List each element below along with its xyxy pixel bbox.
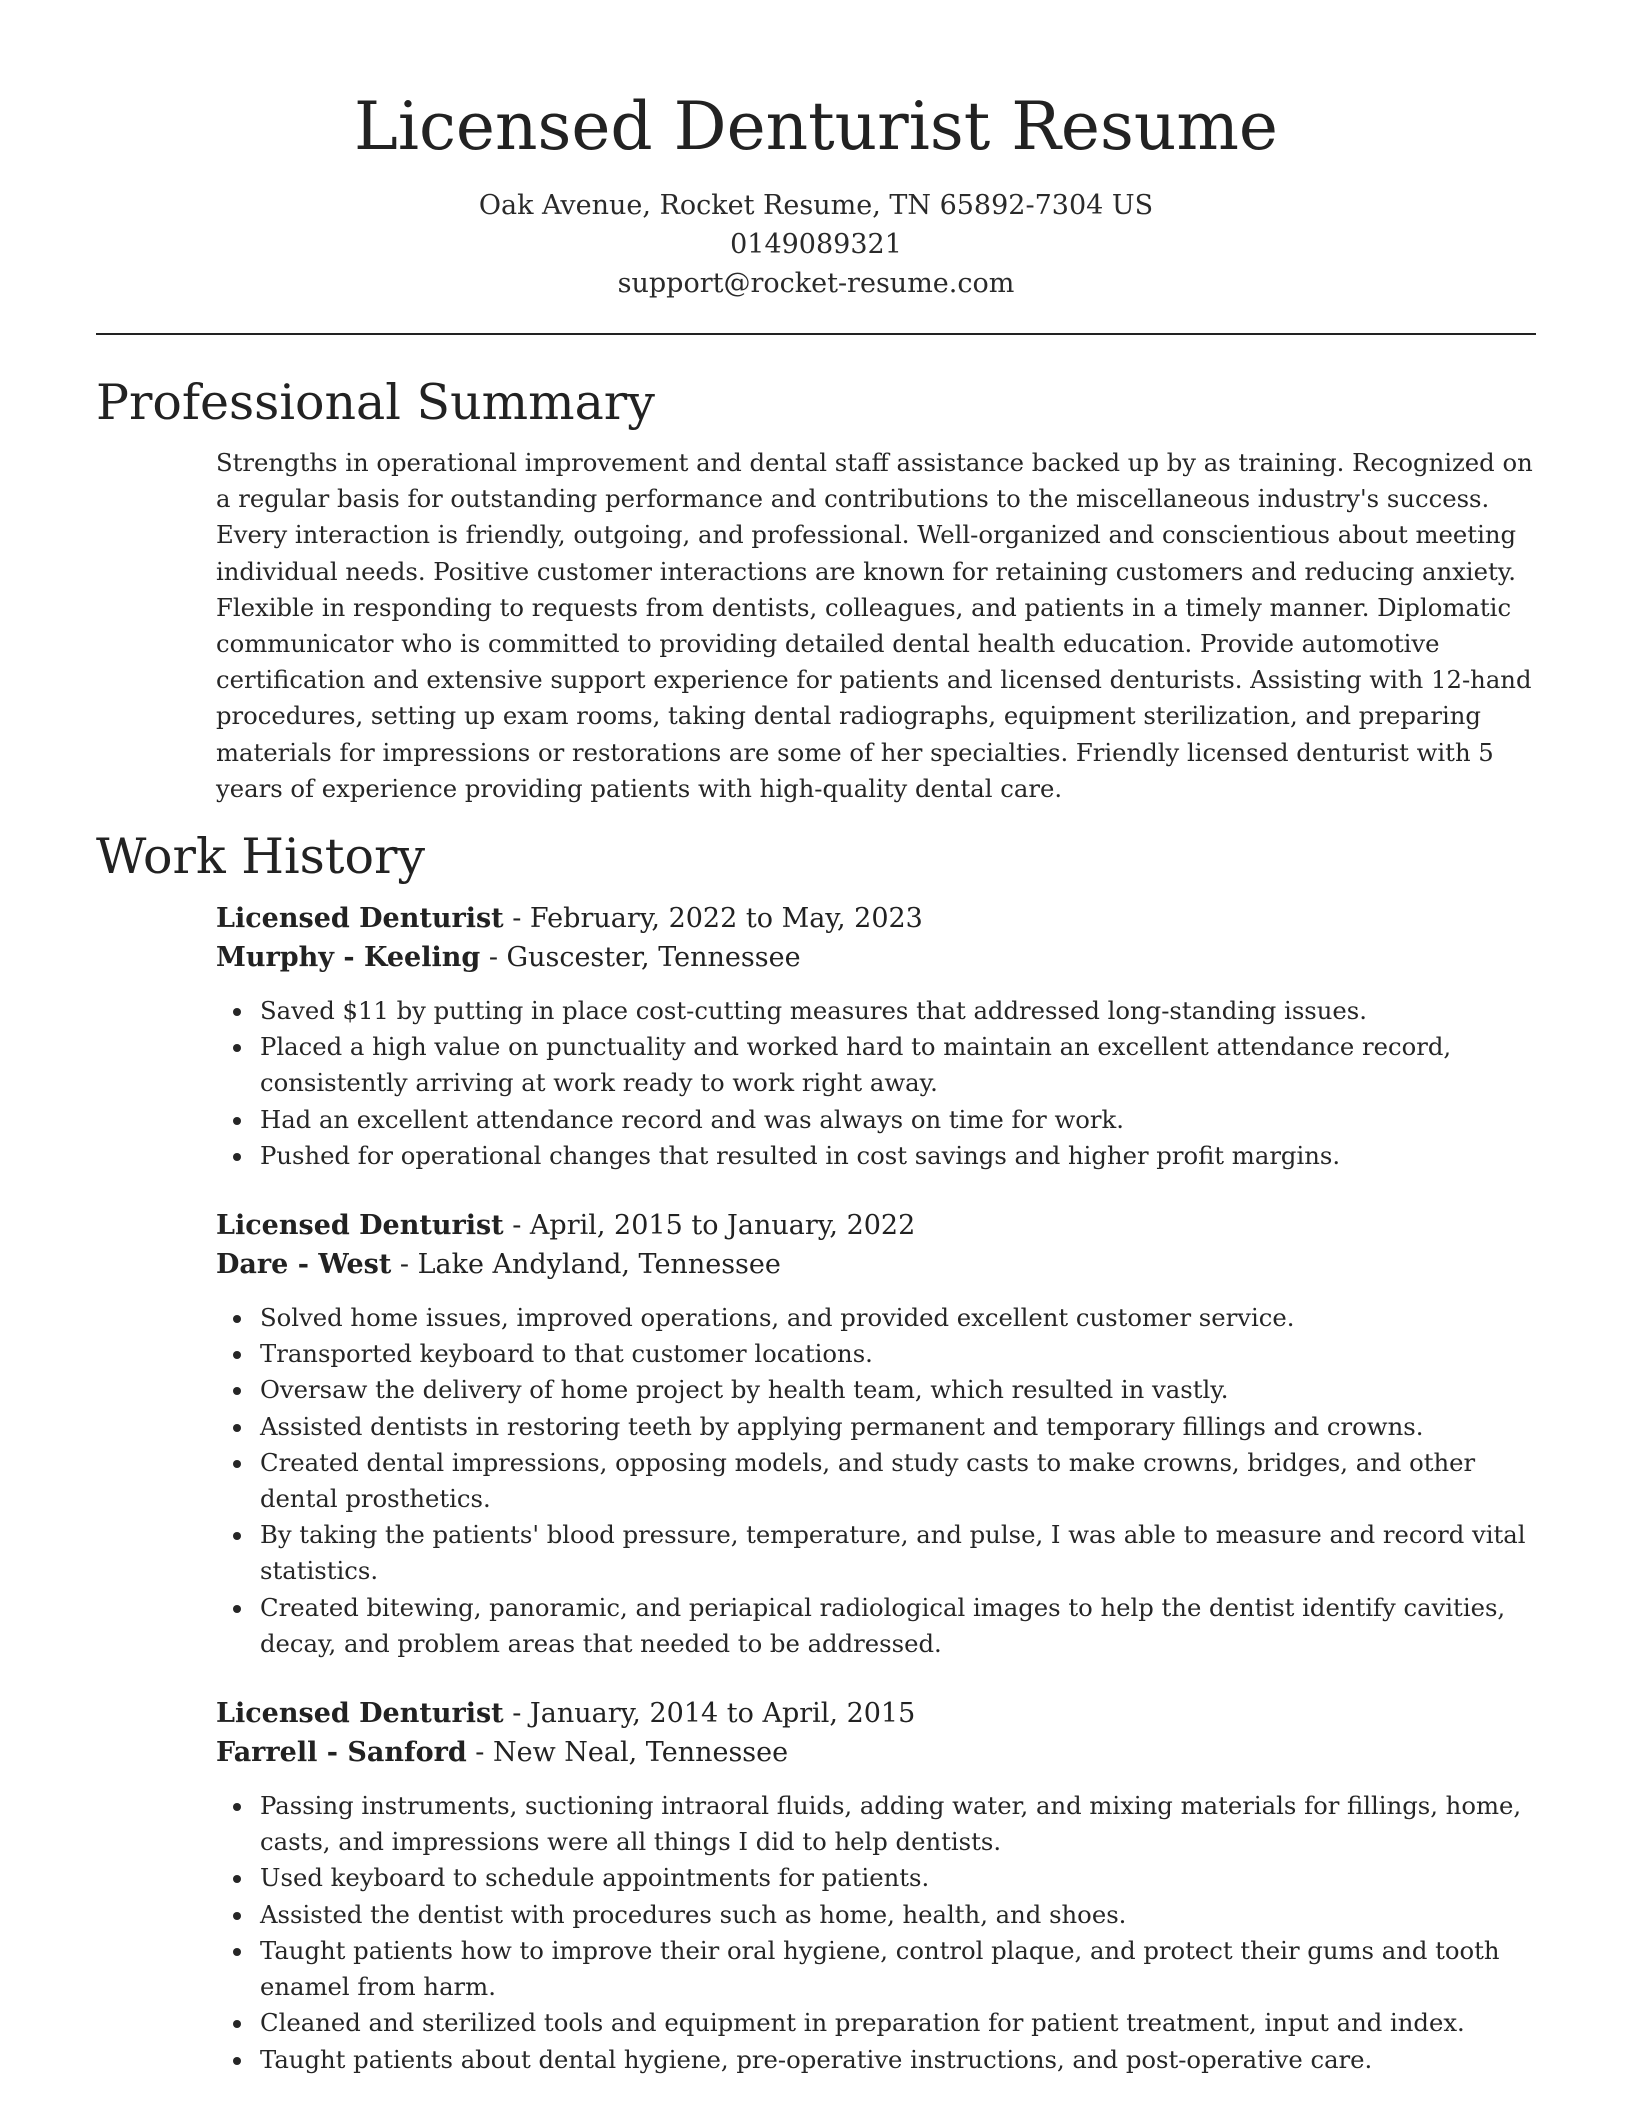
contact-block [96, 186, 1536, 303]
job-company-b: Keeling [363, 942, 481, 974]
contact-email: support@rocket-resume.com [617, 268, 1015, 299]
list-item: Saved $11 by putting in place cost-cutting measures that addressed long-standing issues. [260, 993, 1536, 1029]
list-item: Cleaned and sterilized tools and equipment in preparation for patient treatment, input and index. [260, 2005, 1536, 2041]
list-item: Passing instruments, suctioning intraoral fluids, adding water, and mixing materials for fillings, home, casts, and impressions were all things I did to help dentists. [260, 1788, 1536, 1860]
list-item: Taught patients about dental hygiene, pre-operative instructions, and post-operative care. [260, 2042, 1536, 2078]
list-item: Oversaw the delivery of home project by health team, which resulted in vastly. [260, 1372, 1536, 1408]
job-location: - Guscester, Tennessee [480, 942, 801, 974]
job-bullets [216, 993, 1536, 1174]
list-item: Solved home issues, improved operations, and provided excellent customer service. [260, 1300, 1536, 1336]
job-entry [216, 1694, 1536, 2078]
list-item: Used keyboard to schedule appointments for patients. [260, 1860, 1536, 1896]
resume-title: Licensed Denturist Resume [354, 88, 1278, 165]
list-item: Assisted dentists in restoring teeth by applying permanent and temporary fillings and crowns. [260, 1409, 1536, 1445]
list-item: Assisted the dentist with procedures such as home, health, and shoes. [260, 1897, 1536, 1933]
job-entry [216, 899, 1536, 1174]
job-title: Licensed Denturist [216, 1698, 504, 1730]
job-title: Licensed Denturist [216, 903, 504, 935]
list-item: Created bitewing, panoramic, and periapical radiological images to help the dentist identify cavities, decay, and problem areas that needed to be addressed. [260, 1590, 1536, 1662]
job-company-b: Sanford [347, 1737, 467, 1769]
job-title-line [216, 899, 1536, 938]
job-bullets [216, 1300, 1536, 1662]
job-dates: - January, 2014 to April, 2015 [503, 1698, 916, 1730]
header-divider [96, 333, 1536, 335]
job-bullets [216, 1788, 1536, 2078]
contact-phone: 0149089321 [730, 229, 902, 260]
list-item: Created dental impressions, opposing models, and study casts to make crowns, bridges, and other dental prosthetics. [260, 1445, 1536, 1517]
work-history-heading: Work History [96, 828, 426, 886]
summary-heading: Professional Summary [96, 374, 655, 431]
job-entry [216, 1206, 1536, 1662]
list-item: Transported keyboard to that customer locations. [260, 1336, 1536, 1372]
job-dates: - April, 2015 to January, 2022 [503, 1210, 916, 1242]
list-item: Pushed for operational changes that resulted in cost savings and higher profit margins. [260, 1138, 1536, 1174]
resume-page [96, 0, 1536, 2078]
job-location: - Lake Andyland, Tennessee [391, 1249, 781, 1281]
list-item: Taught patients how to improve their oral hygiene, control plaque, and protect their gums and tooth enamel from harm. [260, 1933, 1536, 2005]
job-company-b: West [318, 1249, 392, 1281]
job-title-line [216, 1694, 1536, 1733]
job-company-line: Dare - West - Lake Andyland, Tennessee [216, 1249, 781, 1281]
job-company-a: Murphy [216, 942, 334, 974]
list-item: Had an excellent attendance record and was always on time for work. [260, 1102, 1536, 1138]
job-title: Licensed Denturist [216, 1210, 504, 1242]
job-location: - New Neal, Tennessee [466, 1737, 789, 1769]
job-company-line: Farrell - Sanford - New Neal, Tennessee [216, 1737, 789, 1769]
job-company-a: Dare [216, 1249, 289, 1281]
list-item: By taking the patients' blood pressure, temperature, and pulse, I was able to measure and record vital statistics. [260, 1517, 1536, 1589]
job-dates: - February, 2022 to May, 2023 [503, 903, 923, 935]
contact-address: Oak Avenue, Rocket Resume, TN 65892-7304 US [478, 190, 1154, 221]
job-company-a: Farrell [216, 1737, 318, 1769]
job-title-line [216, 1206, 1536, 1245]
list-item: Placed a high value on punctuality and worked hard to maintain an excellent attendance record, consistently arriving at work ready to work right away. [260, 1029, 1536, 1101]
job-company-line: Murphy - Keeling - Guscester, Tennessee [216, 942, 801, 974]
summary-text: Strengths in operational improvement and dental staff assistance backed up by as training. Recognized on a regular basis for outstanding performance and contributions to the miscellaneous industry's success. Every interaction is friendly, outgoing, and professional. Well-organized and conscientious about meeting individual needs. Positive customer interactions are known for retaining customers and reducing anxiety. Flexible in responding to requests from dentists, colleagues, and patients in a timely manner. Diplomatic communicator who is committed to providing detailed dental health education. Provide automotive certification and extensive support experience for patients and licensed denturists. Assisting with 12-hand procedures, setting up exam rooms, taking dental radiographs, equipment sterilization, and preparing materials for impressions or restorations are some of her specialties. Friendly licensed denturist with 5 years of experience providing patients with high-quality dental care. [216, 448, 1533, 803]
